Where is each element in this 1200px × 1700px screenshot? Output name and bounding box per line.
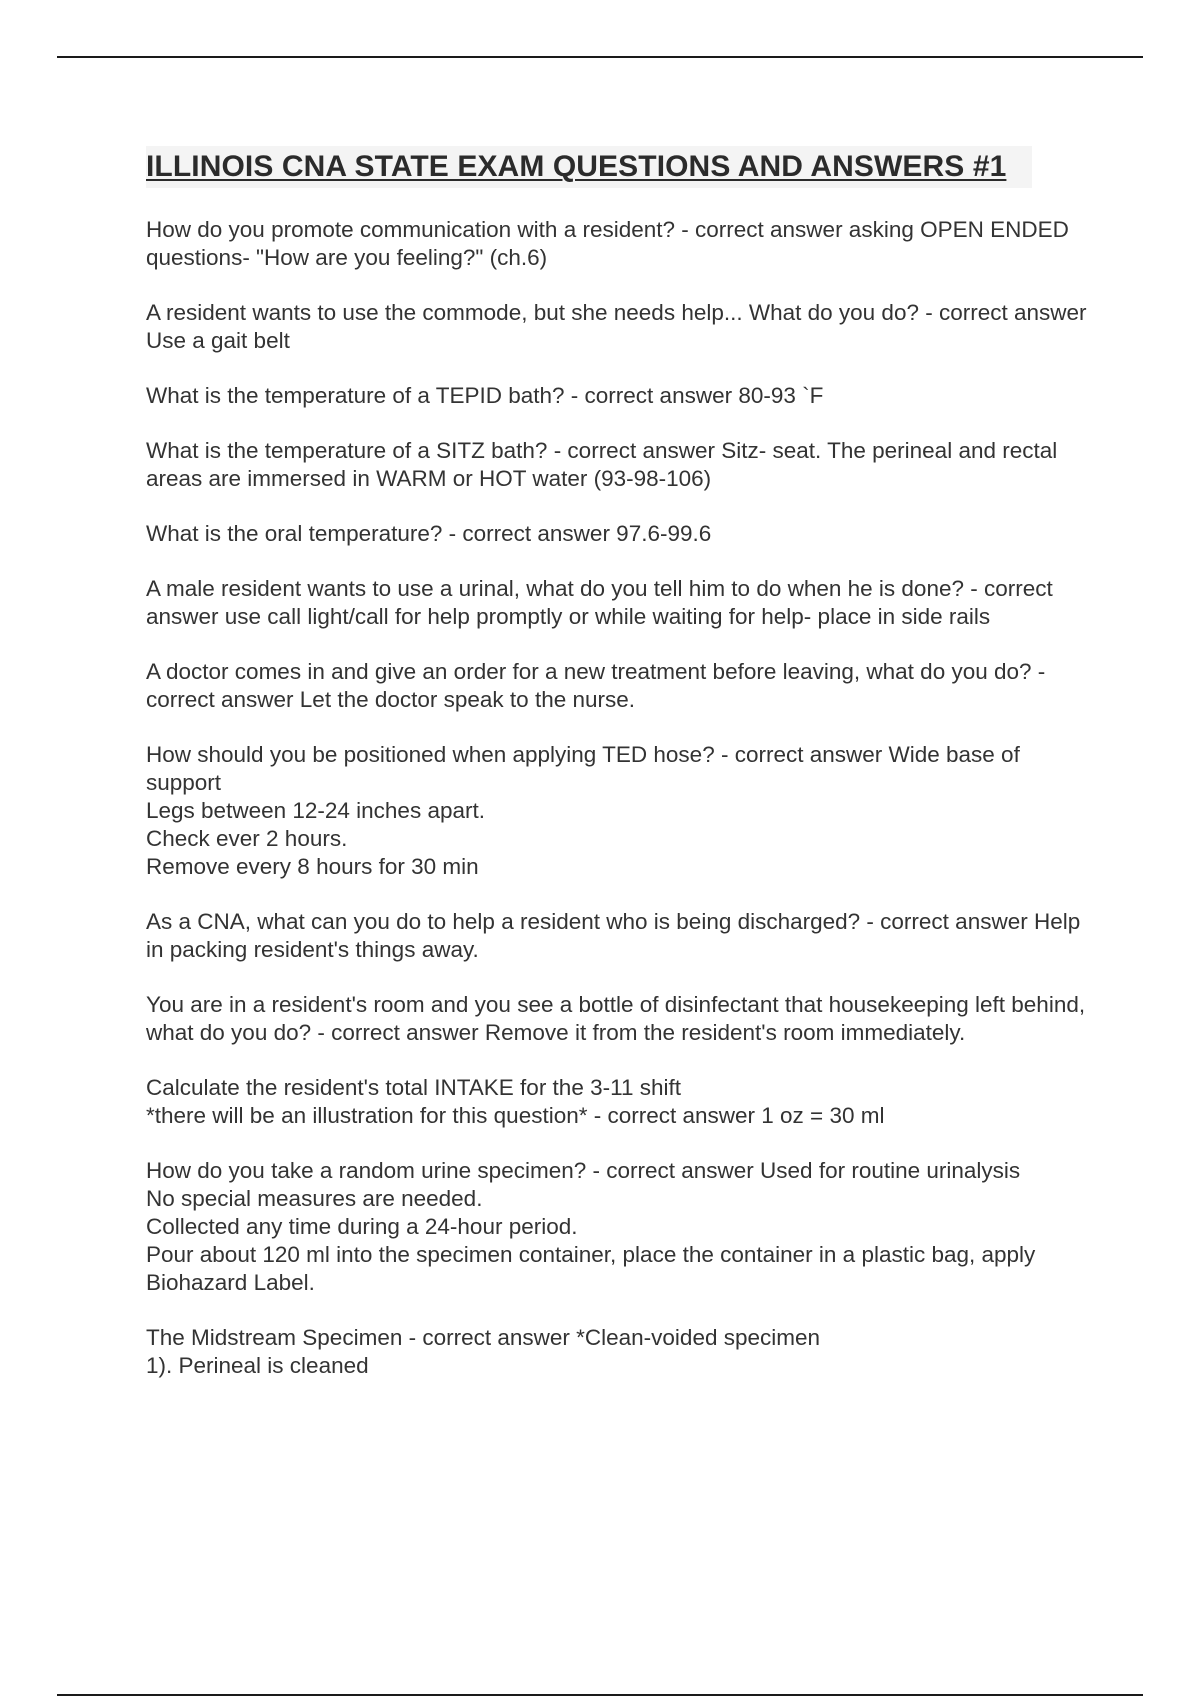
- top-divider: [57, 56, 1143, 58]
- qa-text-line: What is the oral temperature? - correct answer 97.6-99.6: [146, 521, 712, 546]
- qa-text-line: Legs between 12-24 inches apart.: [146, 798, 485, 823]
- qa-list: [146, 216, 1096, 1380]
- qa-text-line: A doctor comes in and give an order for a new treatment before leaving, what do you do? - correct answer Let the doctor speak to the nurse.: [146, 659, 1046, 712]
- qa-text-line: How do you promote communication with a resident? - correct answer asking OPEN ENDED questions- "How are you feeling?" (ch.6): [146, 217, 1069, 270]
- qa-item: [146, 1074, 1096, 1130]
- qa-item: [146, 1324, 1096, 1380]
- document-page: [146, 146, 1096, 1407]
- qa-text-line: Collected any time during a 24-hour period.: [146, 1214, 578, 1239]
- qa-text-line: A resident wants to use the commode, but she needs help... What do you do? - correct answer Use a gait belt: [146, 300, 1087, 353]
- qa-text-line: Pour about 120 ml into the specimen container, place the container in a plastic bag, apply Biohazard Label.: [146, 1242, 1036, 1295]
- qa-text-line: What is the temperature of a SITZ bath? - correct answer Sitz- seat. The perineal and rectal areas are immersed in WARM or HOT water (93-98-106): [146, 438, 1058, 491]
- qa-text-line: *there will be an illustration for this question* - correct answer 1 oz = 30 ml: [146, 1103, 885, 1128]
- qa-text-line: Check ever 2 hours.: [146, 826, 348, 851]
- qa-item: [146, 575, 1096, 631]
- qa-text-line: How do you take a random urine specimen? - correct answer Used for routine urinalysis: [146, 1158, 1021, 1183]
- qa-item: [146, 520, 1096, 548]
- qa-item: [146, 437, 1096, 493]
- qa-text-line: Remove every 8 hours for 30 min: [146, 854, 479, 879]
- qa-item: [146, 908, 1096, 964]
- qa-item: [146, 216, 1096, 272]
- bottom-divider: [57, 1694, 1143, 1696]
- qa-text-line: You are in a resident's room and you see a bottle of disinfectant that housekeeping left behind, what do you do? - correct answer Remove it from the resident's room immediately.: [146, 992, 1086, 1045]
- qa-text-line: No special measures are needed.: [146, 1186, 483, 1211]
- qa-text-line: A male resident wants to use a urinal, what do you tell him to do when he is done? - correct answer use call light/call for help promptly or while waiting for help- place in side rails: [146, 576, 1053, 629]
- qa-item: [146, 1157, 1096, 1297]
- qa-text-line: 1). Perineal is cleaned: [146, 1353, 369, 1378]
- qa-text-line: As a CNA, what can you do to help a resident who is being discharged? - correct answer Help in packing resident's things away.: [146, 909, 1081, 962]
- qa-item: [146, 299, 1096, 355]
- qa-text-line: The Midstream Specimen - correct answer *Clean-voided specimen: [146, 1325, 821, 1350]
- qa-item: [146, 382, 1096, 410]
- qa-item: [146, 658, 1096, 714]
- qa-item: [146, 741, 1096, 881]
- document-title: ILLINOIS CNA STATE EXAM QUESTIONS AND ANSWERS #1: [146, 146, 1032, 188]
- qa-text-line: How should you be positioned when applying TED hose? - correct answer Wide base of support: [146, 742, 1020, 795]
- qa-text-line: What is the temperature of a TEPID bath? - correct answer 80-93 `F: [146, 383, 824, 408]
- qa-item: [146, 991, 1096, 1047]
- qa-text-line: Calculate the resident's total INTAKE for the 3-11 shift: [146, 1075, 681, 1100]
